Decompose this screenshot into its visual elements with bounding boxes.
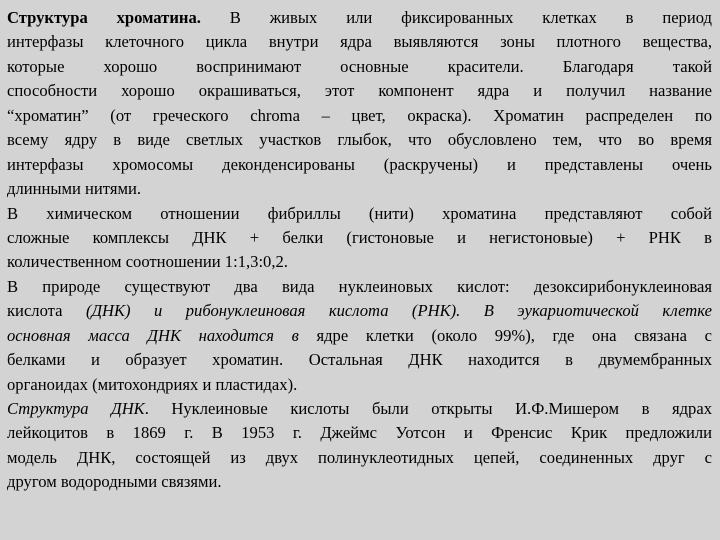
text-line bbox=[7, 104, 712, 128]
text-run: которые хорошо воспринимают основные красители. Благодаря такой bbox=[7, 56, 712, 76]
text-run: ядре клетки (около 99%), где она связана с bbox=[298, 325, 712, 345]
text-line bbox=[7, 397, 712, 421]
text-run: количественном соотношении 1:1,3:0,2. bbox=[7, 252, 288, 272]
text-line bbox=[7, 373, 712, 397]
text-run: В природе существуют два вида нуклеиновых кислот: дезоксирибонуклеиновая bbox=[7, 276, 712, 296]
text-line bbox=[7, 421, 712, 445]
text-run: кислота bbox=[7, 301, 86, 321]
text-run: интерфазы хромосомы деконденсированы (раскручены) и представлены очень bbox=[7, 154, 712, 174]
text-line bbox=[7, 30, 712, 54]
text-run: длинными нитями. bbox=[7, 179, 141, 199]
text-run: органоидах (митохондриях и пластидах). bbox=[7, 374, 298, 394]
text-line bbox=[7, 226, 712, 250]
text-run: другом водородными связями. bbox=[7, 472, 222, 492]
text-line bbox=[7, 202, 712, 226]
text-line bbox=[7, 55, 712, 79]
text-run: . Нуклеиновые кислоты были открыты И.Ф.Мишером в ядрах bbox=[144, 399, 712, 418]
text-line bbox=[7, 275, 712, 299]
text-run: всему ядру в виде светлых участков глыбок, что обусловлено тем, что во время bbox=[7, 130, 712, 150]
text-line bbox=[7, 6, 712, 30]
document-text bbox=[7, 6, 712, 495]
text-line bbox=[7, 446, 712, 470]
text-run: модель ДНК, состоящей из двух полинуклеотидных цепей, соединенных друг с bbox=[7, 447, 712, 467]
text-line bbox=[7, 79, 712, 103]
text-line bbox=[7, 153, 712, 177]
text-run: интерфазы клеточного цикла внутри ядра выявляются зоны плотного вещества, bbox=[7, 32, 712, 52]
text-line bbox=[7, 250, 712, 274]
text-run: “хроматин” (от греческого chroma – цвет, окраска). Хроматин распределен по bbox=[7, 105, 712, 125]
text-run: лейкоцитов в 1869 г. В 1953 г. Джеймс Уотсон и Френсис Крик предложили bbox=[7, 423, 712, 443]
text-run: белками и образует хроматин. Остальная ДНК находится в двумембранных bbox=[7, 350, 712, 370]
text-run: В химическом отношении фибриллы (нити) хроматина представляют собой bbox=[7, 203, 712, 223]
text-line bbox=[7, 348, 712, 372]
text-line bbox=[7, 470, 712, 494]
text-run: В живых или фиксированных клетках в период bbox=[200, 8, 712, 27]
italic-text: Структура ДНК bbox=[7, 399, 145, 418]
text-line bbox=[7, 128, 712, 152]
italic-text: основная масса ДНК находится в bbox=[7, 325, 299, 345]
text-line bbox=[7, 177, 712, 201]
text-run: способности хорошо окрашиваться, этот компонент ядра и получил название bbox=[7, 81, 712, 101]
text-line bbox=[7, 299, 712, 323]
text-run: сложные комплексы ДНК + белки (гистоновые и негистоновые) + РНК в bbox=[7, 227, 712, 247]
bold-text: Структура хроматина. bbox=[7, 8, 201, 27]
italic-text: (ДНК) и рибонуклеиновая кислота (РНК). В эукариотической клетке bbox=[85, 301, 712, 321]
text-line bbox=[7, 324, 712, 348]
